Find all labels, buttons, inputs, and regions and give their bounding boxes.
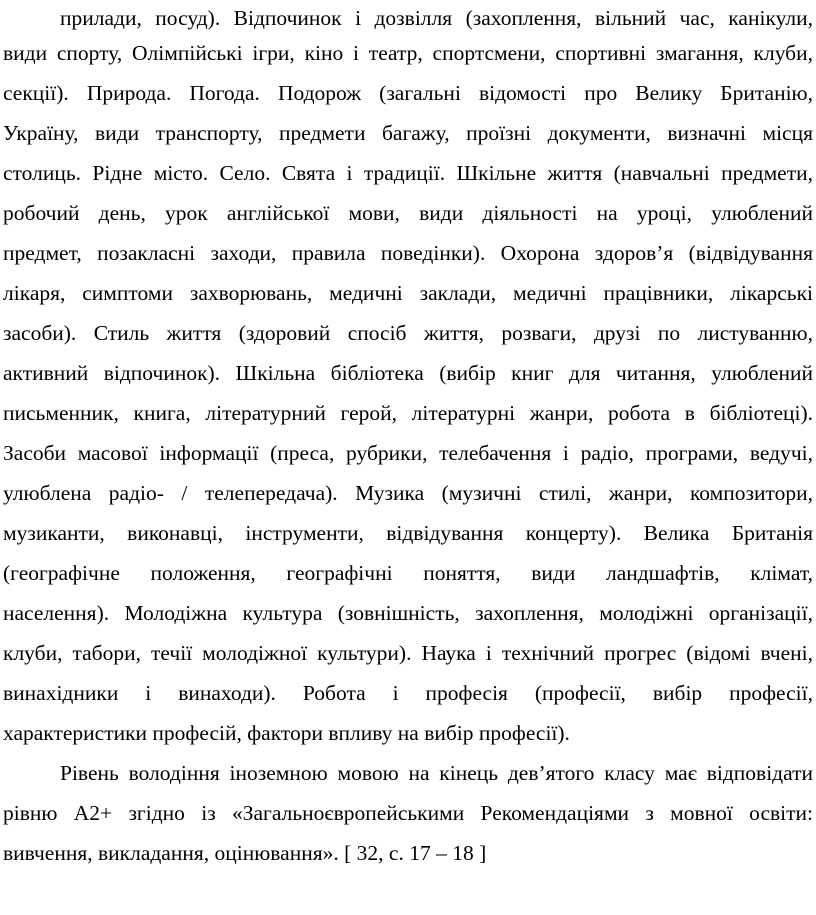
text-line: населення). Молодіжна культура (зовнішність, захоплення, молодіжні організації, xyxy=(3,601,813,625)
text-line: вивчення, викладання, оцінювання». [ 32, с. 17 – 18 ] xyxy=(3,841,487,865)
text-line: (географічне положення, географічні поняття, види ландшафтів, клімат, xyxy=(3,561,813,585)
text-line: секції). Природа. Погода. Подорож (загальні відомості про Велику Британію, xyxy=(3,81,813,105)
text-line: музиканти, виконавці, інструменти, відвідування концерту). Велика Британія xyxy=(3,521,813,545)
text-line: робочий день, урок англійської мови, види діяльності на уроці, улюблений xyxy=(3,201,813,225)
text-line: прилади, посуд). Відпочинок і дозвілля (захоплення, вільний час, канікули, xyxy=(60,6,813,30)
text-line: активний відпочинок). Шкільна бібліотека (вибір книг для читання, улюблений xyxy=(3,361,813,385)
text-line: Рівень володіння іноземною мовою на кінець дев’ятого класу має відповідати xyxy=(60,761,813,785)
text-line: види спорту, Олімпійські ігри, кіно і театр, спортсмени, спортивні змагання, клуби, xyxy=(3,41,813,65)
text-line: рівню А2+ згідно із «Загальноєвропейськими Рекомендаціями з мовної освіти: xyxy=(3,801,813,825)
text-line: характеристики професій, фактори впливу на вибір професії). xyxy=(3,721,570,745)
text-line: письменник, книга, літературний герой, літературні жанри, робота в бібліотеці). xyxy=(3,401,813,425)
text-line: столиць. Рідне місто. Село. Свята і традиції. Шкільне життя (навчальні предмети, xyxy=(3,161,813,185)
text-line: предмет, позакласні заходи, правила поведінки). Охорона здоров’я (відвідування xyxy=(3,241,813,265)
text-line: Засоби масової інформації (преса, рубрики, телебачення і радіо, програми, ведучі, xyxy=(3,441,813,465)
text-line: Україну, види транспорту, предмети багажу, проїзні документи, визначні місця xyxy=(3,121,813,145)
text-line: улюблена радіо- / телепередача). Музика (музичні стилі, жанри, композитори, xyxy=(3,481,813,505)
text-line: засоби). Стиль життя (здоровий спосіб життя, розваги, друзі по листуванню, xyxy=(3,321,813,345)
text-line: винахідники і винаходи). Робота і професія (професії, вибір професії, xyxy=(3,681,813,705)
text-line: лікаря, симптоми захворювань, медичні заклади, медичні працівники, лікарські xyxy=(3,281,813,305)
text-line: клуби, табори, течії молодіжної культури). Наука і технічний прогрес (відомі вчені, xyxy=(3,641,813,665)
